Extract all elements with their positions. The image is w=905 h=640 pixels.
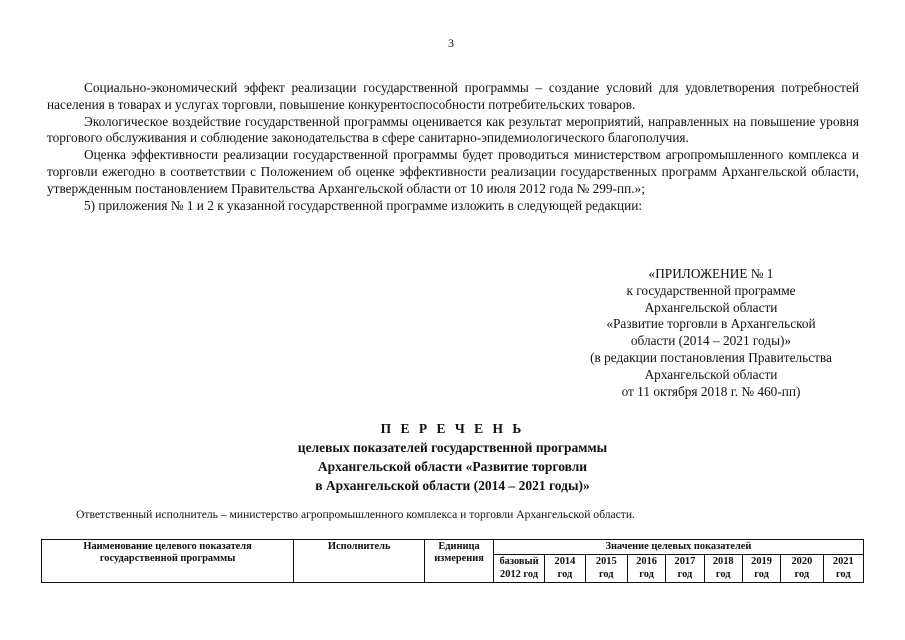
year-top: 2020	[791, 556, 813, 568]
year-top: 2015	[595, 556, 617, 568]
appendix-line: от 11 октября 2018 г. № 460-пп)	[621, 383, 801, 399]
year-bottom: 2012 год	[500, 568, 539, 580]
year-top: 2018	[712, 556, 734, 568]
page-number: 3	[448, 36, 454, 50]
header-executor: Исполнитель	[294, 540, 425, 583]
year-top: 2014	[554, 556, 576, 568]
appendix-line: «Развитие торговли в Архангельской	[606, 316, 816, 332]
header-target-values: Значение целевых показателей	[493, 540, 863, 555]
year-bottom: год	[557, 568, 573, 580]
year-cell-2015	[585, 555, 627, 583]
document-body	[47, 80, 859, 214]
appendix-line: «ПРИЛОЖЕНИЕ № 1	[648, 266, 774, 281]
year-top: 2017	[674, 556, 696, 568]
year-cell-2014	[545, 555, 585, 583]
appendix-line: (в редакции постановления Правительства	[590, 349, 832, 365]
document-title	[0, 419, 905, 495]
indicators-table-header	[41, 539, 864, 583]
year-top: 2016	[636, 556, 657, 568]
paragraph-item-5: 5) приложения № 1 и 2 к указанной государственной программе изложить в следующей редакции:	[84, 197, 643, 213]
paragraph-social-effect: Социально-экономический эффект реализации государственной программы – создание условий для удовлетворения потребностей населения в товарах и услугах торговли, повышение конкурентоспособности потребительских товаров.	[47, 80, 859, 112]
header-unit: Единица измерения	[425, 540, 494, 583]
appendix-line: к государственной программе	[626, 282, 796, 298]
year-bottom: год	[639, 568, 654, 580]
year-top: 2021	[832, 556, 854, 568]
year-bottom: год	[715, 568, 731, 580]
year-bottom: год	[598, 568, 614, 580]
year-top: 2019	[751, 556, 772, 568]
title-line: целевых показателей государственной программы	[297, 440, 608, 455]
appendix-line: Архангельской области	[644, 299, 778, 315]
appendix-line: Архангельской области	[644, 366, 778, 382]
year-cell-base	[493, 555, 544, 583]
paragraph-efficiency-assessment: Оценка эффективности реализации государственной программы будет проводиться министерством агропромышленного комплекса и торговли ежегодно в соответствии с Положением об оценке эффективности реализации государственных программ Архангельской области, утвержденным постановлением Правительства Архангельской области от 10 июля 2012 года № 299-пп.»;	[47, 147, 859, 196]
year-cell-2018	[704, 555, 742, 583]
year-bottom: год	[677, 568, 693, 580]
appendix-stamp	[560, 266, 862, 400]
year-bottom: год	[835, 568, 851, 580]
title-line: в Архангельской области (2014 – 2021 годы)»	[315, 478, 590, 493]
title-line: Архангельской области «Развитие торговли	[317, 459, 588, 474]
header-indicator-name: Наименование целевого показателя государственной программы	[42, 540, 294, 583]
year-cell-2020	[781, 555, 823, 583]
year-cell-2017	[666, 555, 704, 583]
paragraph-ecological-impact: Экологическое воздействие государственной программы оценивается как результат мероприятий, направленных на повышение уровня торгового обслуживания и соблюдение законодательства в сфере санитарно-эпидемиологического благополучия.	[47, 113, 859, 146]
year-bottom: год	[754, 568, 769, 580]
year-cell-2019	[742, 555, 780, 583]
year-cell-2016	[627, 555, 665, 583]
year-top: базовый	[499, 556, 539, 568]
year-bottom: год	[794, 568, 810, 580]
title-heading: П Е Р Е Ч Е Н Ь	[380, 421, 525, 436]
appendix-line: области (2014 – 2021 годы)»	[630, 333, 792, 349]
year-cell-2021	[823, 555, 863, 583]
responsible-executor: Ответственный исполнитель – министерство агропромышленного комплекса и торговли Архангельской области.	[76, 508, 635, 521]
